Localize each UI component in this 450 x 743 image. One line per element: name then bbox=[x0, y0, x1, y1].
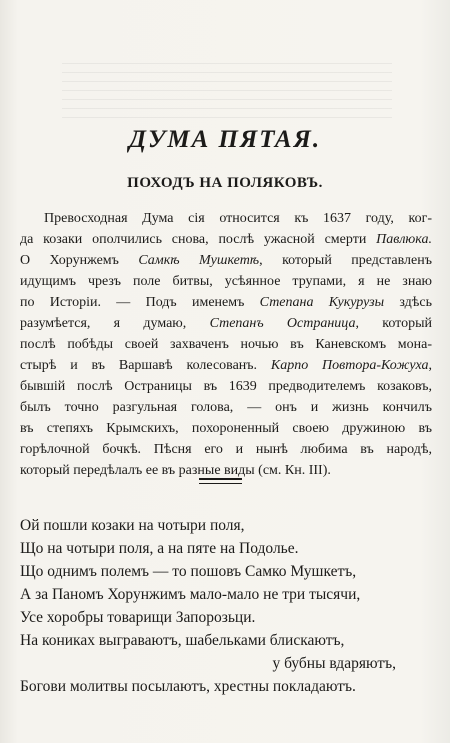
intro-name-segment: Степана Кукурузы bbox=[259, 295, 385, 310]
intro-text-segment: здѣсь bbox=[384, 295, 432, 310]
divider-rule-top bbox=[199, 478, 242, 480]
poem-line: у бубны вдаряютъ, bbox=[272, 655, 396, 672]
intro-name-segment: Степанъ Остраница bbox=[209, 316, 356, 331]
poem-line: Що на чотыри поля, а на пяте на Подолье. bbox=[20, 540, 299, 557]
poem-line: Ой пошли козаки на чотыри поля, bbox=[20, 517, 245, 534]
intro-text-segment: послѣ побѣды своей захваченъ ночью въ Каневскомъ мона- bbox=[20, 337, 432, 352]
intro-line bbox=[20, 376, 432, 397]
intro-text-segment: да козаки ополчились снова, послѣ ужасной смерти bbox=[20, 232, 377, 247]
intro-text-segment: который передѣлалъ ее въ разные виды (см. Кн. III). bbox=[20, 463, 331, 478]
intro-name-segment: Самкѣ Мушкетѣ bbox=[138, 253, 260, 268]
poem-line: Богови молитвы посылаютъ, хрестны покладаютъ. bbox=[20, 678, 356, 695]
poem bbox=[20, 514, 432, 698]
page-title: ДУМА ПЯТАЯ. bbox=[128, 126, 322, 153]
intro-text-segment: , bbox=[428, 358, 432, 373]
intro-line bbox=[20, 439, 432, 460]
page-subtitle: ПОХОДЪ НА ПОЛЯКОВЪ. bbox=[127, 175, 323, 191]
intro-text-segment: въ степяхъ Крымскихъ, похороненный своею дружиною въ bbox=[20, 421, 432, 436]
divider-rule-bottom bbox=[199, 483, 242, 485]
intro-text-segment: по Исторіи. — Подъ именемъ bbox=[20, 295, 260, 310]
intro-text-segment: стырѣ и въ Варшавѣ колесованъ. bbox=[20, 358, 271, 373]
intro-text-segment: , который bbox=[355, 316, 433, 331]
intro-paragraph bbox=[20, 208, 432, 481]
intro-text-segment: Превосходная Дума сія относится къ 1637 году, ког- bbox=[44, 211, 432, 226]
intro-text-segment: разумѣется, я думаю, bbox=[20, 316, 210, 331]
intro-text-segment: идущимъ чрезъ поле битвы, усѣянное трупами, я не знаю bbox=[20, 274, 432, 289]
intro-line bbox=[20, 397, 432, 418]
intro-line bbox=[20, 313, 432, 334]
poem-line: А за Паномъ Хорунжимъ мало-мало не три тысячи, bbox=[20, 586, 361, 603]
intro-line bbox=[20, 355, 432, 376]
intro-line bbox=[20, 334, 432, 355]
intro-text-segment: бывшій послѣ Остраницы въ 1639 предводителемъ козаковъ, bbox=[20, 379, 432, 394]
intro-name-segment: Карпо Повтора-Кожуха bbox=[270, 358, 429, 373]
intro-text-segment: О Хорунжемъ bbox=[20, 253, 139, 268]
intro-text-segment: горѣлочной бочкѣ. Пѣсня его и нынѣ любима въ народѣ, bbox=[20, 442, 432, 457]
bleed-through-text bbox=[62, 58, 392, 118]
poem-line: Усе хоробры товарищи Запорозьци. bbox=[20, 609, 256, 626]
section-divider bbox=[199, 478, 242, 485]
intro-name-segment: Павлюка. bbox=[376, 232, 432, 247]
poem-line: На кониках выграваютъ, шабельками блискаютъ, bbox=[20, 632, 345, 649]
intro-line bbox=[20, 292, 432, 313]
intro-line bbox=[20, 271, 432, 292]
intro-line bbox=[20, 229, 432, 250]
poem-line: Що однимъ полемъ — то пошовъ Самко Мушкетъ, bbox=[20, 563, 357, 580]
intro-line bbox=[20, 250, 432, 271]
intro-line bbox=[20, 418, 432, 439]
intro-text-segment: , который представленъ bbox=[259, 253, 432, 268]
intro-line bbox=[20, 208, 432, 229]
intro-text-segment: былъ точно разгульная голова, — онъ и жизнь кончилъ bbox=[20, 400, 432, 415]
